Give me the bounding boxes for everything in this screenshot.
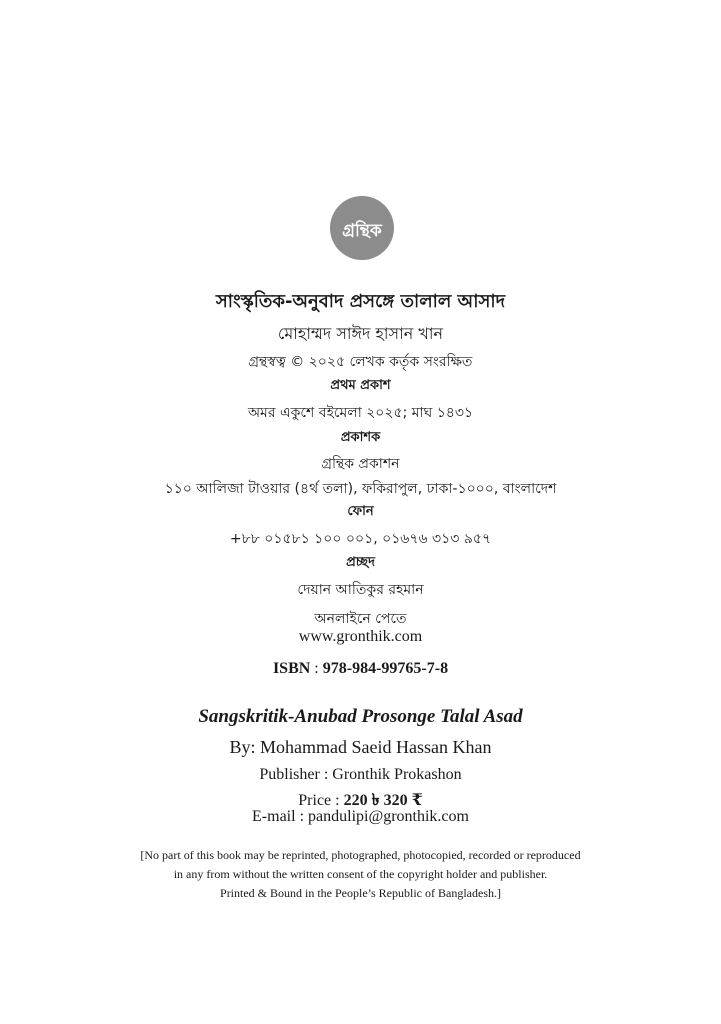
copyright-bangla: গ্রন্থস্বত্ব © ২০২৫ লেখক কর্তৃক সংরক্ষিত <box>248 354 473 370</box>
phone-value: +৮৮ ০১৫৮১ ১০০ ০০১, ০১৬৭৬ ৩১৩ ৯৫৭ <box>229 531 492 547</box>
publisher-address: ১১০ আলিজা টাওয়ার (৪র্থ তলা), ফকিরাপুল, ঢাকা-১০০০, বাংলাদেশ <box>164 481 557 497</box>
notice-line-3: Printed & Bound in the People’s Republic of Bangladesh.] <box>220 886 501 900</box>
cover-artist: দেয়ান আতিকুর রহমান <box>297 582 424 598</box>
book-title-english: Sangskritik-Anubad Prosonge Talal Asad <box>198 706 523 727</box>
website-link[interactable]: www.gronthik.com <box>298 628 423 645</box>
publisher-logo <box>327 192 397 264</box>
first-edition-value: অমর একুশে বইমেলা ২০২৫; মাঘ ১৪৩১ <box>247 405 474 421</box>
cover-label: প্রচ্ছদ <box>346 555 375 570</box>
isbn-separator: : <box>310 660 323 677</box>
publisher-label-bangla: প্রকাশক <box>340 430 381 445</box>
publisher-name-bangla: গ্রন্থিক প্রকাশন <box>321 456 400 472</box>
isbn-label: ISBN <box>272 660 311 677</box>
price-value: 220 ৳ 320 ₹ <box>343 792 423 809</box>
online-label: অনলাইনে পেতে <box>314 611 407 627</box>
phone-label: ফোন <box>347 504 374 519</box>
notice-line-1: [No part of this book may be reprinted, photographed, photocopied, recorded or reproduced <box>140 848 581 862</box>
isbn-line <box>0 660 721 678</box>
price-label: Price : <box>298 792 344 809</box>
author-english: By: Mohammad Saeid Hassan Khan <box>229 737 492 757</box>
author-bangla: মোহাম্মদ সাঈদ হাসান খান <box>277 324 444 343</box>
book-title-bangla: সাংস্কৃতিক-অনুবাদ প্রসঙ্গে তালাল আসাদ <box>215 291 506 312</box>
logo-text: গ্রন্থিক <box>342 221 382 241</box>
first-edition-label: প্রথম প্রকাশ <box>330 378 391 393</box>
notice-line-2: in any from without the written consent of the copyright holder and publisher. <box>173 867 548 881</box>
publisher-english: Publisher : Gronthik Prokashon <box>259 766 462 783</box>
isbn-value: 978-984-99765-7-8 <box>322 660 449 677</box>
email-line[interactable]: E-mail : pandulipi@gronthik.com <box>252 808 469 825</box>
